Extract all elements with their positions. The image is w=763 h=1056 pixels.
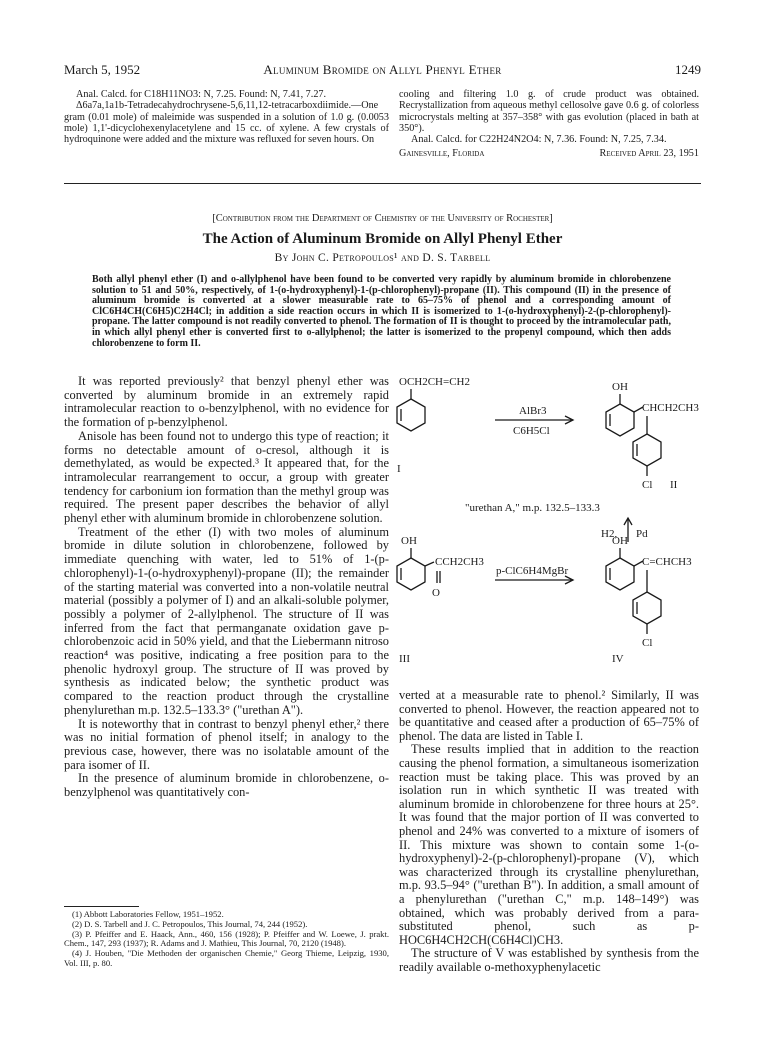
article-abstract: Both allyl phenyl ether (I) and o-allylphenol have been found to be converted very rapidly by aluminum bromide in chlorobenzene solution to 51 and 50%, respectively, of 1-(o-hydroxyphenyl)-1-(p-chlorophenyl)-propane (II). This compound (II) in the presence of aluminum bromide is converted at a slower measurable rate to 65–75% of phenol and a corresponding amount of ClC6H4CH(C6H5)C2H4Cl; in addition a side reaction occurs in which II is isomerized to 1-(o-hydroxyphenyl)-2-(p-chlorophenyl)-propane. The latter compound is not readily converted to phenol. The formation of II is thought to proceed by the intramolecular path, in which allyl phenyl ether is converted first to o-allylphenol; the latter is isomerized to the propenyl compound, which then adds chlorobenzene to form II. <box>92 274 671 349</box>
compound-IV-substituent: C=CHCH3 <box>642 556 692 568</box>
benzene-ring-II-phenol <box>606 404 634 436</box>
hydrogen-reagent: H2, <box>601 528 618 540</box>
header-running-title: Aluminum Bromide on Allyl Phenyl Ether <box>263 62 502 77</box>
footnotes <box>64 910 389 969</box>
section-rule <box>64 183 701 184</box>
previous-footer <box>399 148 699 159</box>
previous-procedure: cooling and filtering 1.0 g. of crude product was obtained. Recrystallization from aqueous methyl cellosolve gave 0.6 g. of colorless microcrystals melting at 357–358° with gas evolution (placed in bath at 350°). <box>399 89 699 134</box>
previous-article-left <box>64 89 389 145</box>
compound-III-oh: OH <box>401 535 417 547</box>
previous-analysis-2: Anal. Calcd. for C22H24N2O4: N, 7.36. Found: N, 7.25, 7.34. <box>411 134 667 146</box>
benzene-ring-III <box>397 558 425 590</box>
compound-III-o: O <box>432 587 440 599</box>
header-page-number: 1249 <box>675 62 701 77</box>
article-authors: By John C. Petropoulos¹ and D. S. Tarbell <box>274 252 491 264</box>
article-title: The Action of Aluminum Bromide on Allyl Phenyl Ether <box>202 231 563 247</box>
compound-II-oh: OH <box>612 381 628 393</box>
running-header <box>64 62 701 80</box>
footnote: (4) J. Houben, "Die Methoden der organischen Chemie," Georg Thieme, Leipzig, 1930, Vol. III, p. 80. <box>64 948 389 968</box>
compound-IV-oh: OH <box>612 535 628 547</box>
paragraph: The structure of V was established by synthesis from the readily available o-methoxyphenylacetic <box>399 946 699 974</box>
urethan-note: "urethan A," m.p. 132.5–133.3 <box>465 502 600 514</box>
reagent-bottom: C6H5Cl <box>513 425 550 437</box>
reaction-scheme <box>395 370 705 685</box>
paragraph: Treatment of the ether (I) with two moles of aluminum bromide in dilute solution in chlorobenzene, followed by immediate quenching with water, led to 51% of 1-(p-chlorophenyl)-1-(o-hydroxyphenyl)-propane (II); the remainder of the starting material was converted into a non-volatile neutral material (possibly a polymer of I) and an alkali-soluble polymer, possibly a polymer of 2-allylphenol. The structure of II was inferred from the fact that permanganate oxidation gave p-chlorobenzoic acid in 50% yield, and that the Liebermann nitroso reaction⁴ was positive, indicating a free position para to the phenolic hydroxyl group. The structure of II was proved by synthesis as indicated below; the synthetic product was compared to the reaction product through the crystalline phenylurethan m.p. 132.5–133.3° ("urethan A"). <box>64 524 389 717</box>
grignard-reagent: p-ClC6H4MgBr <box>496 565 569 577</box>
left-column-body <box>64 375 389 800</box>
compound-I-substituent: OCH2CH=CH2 <box>399 376 470 388</box>
previous-location: Gainesville, Florida <box>399 148 485 160</box>
right-column-body <box>399 689 699 974</box>
compound-II-label: II <box>670 479 678 491</box>
paragraph: Anisole has been found not to undergo this type of reaction; it forms no detectable amount of o-cresol, although it is demethylated, as would be expected.³ It appeared that, for the intramolecular rearrangement to occur, a group with greater tendency for carbonium ion formation than the methyl group was required. The present paper describes the behavior of allyl phenyl ether with aluminum bromide in chlorobenzene solution. <box>64 428 389 526</box>
paragraph: It is noteworthy that in contrast to benzyl phenyl ether,² there was no initial formation of phenol itself; in analogy to the previous case, however, there was no isolatable amount of the para isomer of II. <box>64 716 389 772</box>
compound-III-substituent: CCH2CH3 <box>435 556 484 568</box>
benzene-ring-I <box>397 399 425 431</box>
palladium-catalyst: Pd <box>636 528 648 540</box>
benzene-ring-IV-chloro <box>633 592 661 624</box>
compound-IV-cl: Cl <box>642 637 653 649</box>
compound-II-substituent: CHCH2CH3 <box>642 402 699 414</box>
footnote: (1) Abbott Laboratories Fellow, 1951–1952. <box>72 909 224 919</box>
paragraph: It was reported previously² that benzyl phenyl ether was converted by aluminum bromide in an extremely rapid intramolecular reaction to o-benzylphenol, with no evidence for the formation of p-benzylphenol. <box>64 374 389 430</box>
header-date: March 5, 1952 <box>64 62 141 77</box>
compound-I-label: I <box>397 463 401 475</box>
footnote: (2) D. S. Tarbell and J. C. Petropoulos, This Journal, 74, 244 (1952). <box>72 918 308 929</box>
paragraph: verted at a measurable rate to phenol.² Similarly, II was converted to phenol. However, the reaction appeared not to be quantitative and ceased after a production of 65–75% of phenol. The data are listed in Table I. <box>399 688 699 743</box>
bond <box>425 562 434 566</box>
footnote-rule <box>64 906 139 907</box>
previous-analysis: Anal. Calcd. for C18H11NO3: N, 7.25. Found: N, 7.41, 7.27. <box>76 89 327 100</box>
paragraph: These results implied that in addition to the reaction causing the phenol formation, a simultaneous isomerization reaction must be taking place. This was proved by an isolation run in which synthetic II was treated with aluminum bromide in chlorobenzene for three hours at 25°. It was found that the major portion of II was converted to phenol and 24% was converted to a mixture of isomers of II. This mixture was shown to contain some 1-(o-hydroxyphenyl)-2-(p-chlorophenyl)-propane (V), which was characterized through its crystalline phenylurethan, m.p. 93.5–94° ("urethan B"). In addition, a small amount of a phenylurethan ("urethan C," m.p. 148–149°) was obtained, which was probably derived from a para-substituted phenol, such as p-HOC6H4CH2CH(C6H4Cl)CH3. <box>399 742 699 947</box>
previous-received: Received April 23, 1951 <box>599 148 699 160</box>
benzene-ring-IV-phenol <box>606 558 634 590</box>
previous-article-right <box>399 89 699 160</box>
compound-II-cl: Cl <box>642 479 653 491</box>
reagent-top: AlBr3 <box>519 405 547 417</box>
paragraph: In the presence of aluminum bromide in chlorobenzene, o-benzylphenol was quantitatively con- <box>64 771 389 800</box>
previous-experimental: Δ6a7a,1a1b-Tetradecahydrochrysene-5,6,11,12-tetracarboxdiimide.—One gram (0.01 mole) of maleimide was suspended in a solution of 1.0 g. (0.0053 mole) 1,1'-dicyclohexenylacetylene and 15 cc. of xylene. A few crystals of hydroquinone were added and the mixture was refluxed for seven hours. On <box>64 100 389 146</box>
compound-IV-label: IV <box>612 653 624 665</box>
footnote: (3) P. Pfeiffer and E. Haack, Ann., 460, 156 (1928); P. Pfeiffer and W. Loewe, J. prakt. Chem., 147, 293 (1937); R. Adams and J. Mathieu, This Journal, 70, 2120 (1948). <box>64 928 389 949</box>
contribution-line: [Contribution from the Department of Chemistry of the University of Rochester] <box>212 213 553 224</box>
compound-III-label: III <box>399 653 410 665</box>
benzene-ring-II-chloro <box>633 434 661 466</box>
